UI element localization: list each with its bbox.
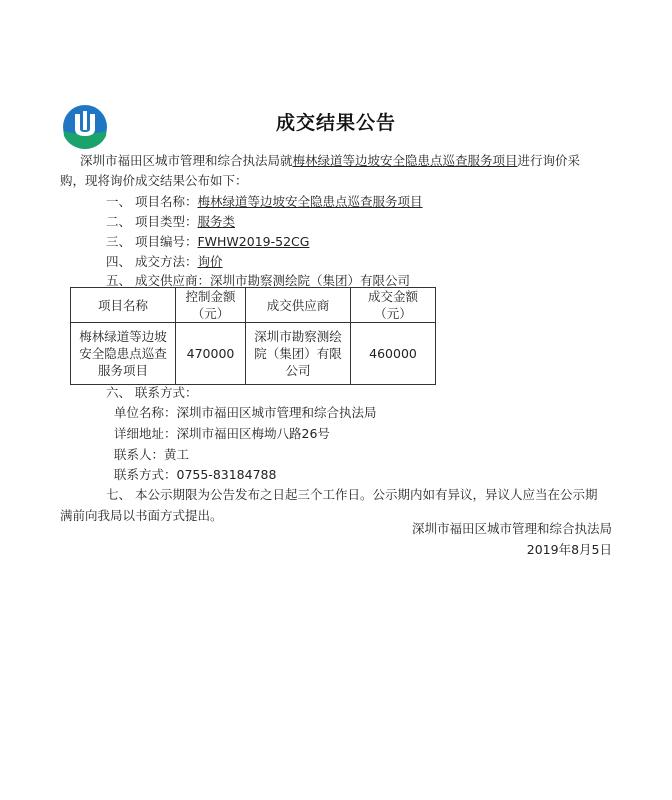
- signature-org: 深圳市福田区城市管理和综合执法局: [411, 521, 612, 536]
- item-label: 四、 成交方法：: [106, 254, 198, 269]
- item-value: 梅林绿道等边坡安全隐患点巡查服务项目: [197, 194, 423, 209]
- result-table: [70, 287, 436, 385]
- table-cell: 460000: [351, 323, 436, 385]
- item-transaction-method: [106, 253, 223, 271]
- item-label: 五、 成交供应商：: [106, 273, 210, 288]
- intro-project-name: 梅林绿道等边坡安全隐患点巡查服务项目: [292, 153, 518, 168]
- item-value: 深圳市勘察测绘院（集团）有限公司: [209, 273, 410, 288]
- item-label: 三、 项目编号：: [106, 234, 198, 249]
- item-value: FWHW2019-52CG: [197, 234, 310, 249]
- notice-line-1: 七、 本公示期限为公告发布之日起三个工作日。公示期内如有异议，异议人应当在公示期: [106, 487, 598, 502]
- intro-suffix: 进行询价采: [517, 153, 581, 168]
- table-cell: 梅林绿道等边坡安全隐患点巡查服务项目: [71, 323, 176, 385]
- item-project-type: [106, 213, 235, 231]
- contact-unit: 单位名称：深圳市福田区城市管理和综合执法局: [114, 405, 377, 420]
- intro-line-1: [80, 152, 580, 170]
- table-header-cell: 控制金额（元）: [176, 288, 246, 323]
- contact-phone: 联系方式：0755-83184788: [114, 467, 277, 482]
- intro-line-2: 购，现将询价成交结果公布如下：: [60, 173, 248, 188]
- table-header-cell: 成交金额（元）: [351, 288, 436, 323]
- item-value: 服务类: [197, 214, 235, 229]
- item-value: 询价: [197, 254, 223, 269]
- item-label: 二、 项目类型：: [106, 214, 198, 229]
- table-cell: 深圳市勘察测绘院（集团）有限公司: [246, 323, 351, 385]
- item-label: 一、 项目名称：: [106, 194, 198, 209]
- intro-prefix: 深圳市福田区城市管理和综合执法局就: [80, 153, 293, 168]
- item-project-name: [106, 193, 423, 211]
- contact-address: 详细地址：深圳市福田区梅坳八路26号: [114, 426, 330, 441]
- table-header-row: [71, 288, 436, 323]
- table-header-cell: 项目名称: [71, 288, 176, 323]
- signature-date: 2019年8月5日: [526, 542, 612, 557]
- table-row: [71, 323, 436, 385]
- item-project-number: [106, 233, 309, 251]
- announcement-title: 成交结果公告: [275, 112, 396, 134]
- contact-heading: 六、 联系方式：: [106, 385, 198, 400]
- contact-person: 联系人：黄工: [114, 447, 190, 462]
- table-header-cell: 成交供应商: [246, 288, 351, 323]
- notice-line-2: 满前向我局以书面方式提出。: [60, 508, 223, 523]
- table-cell: 470000: [176, 323, 246, 385]
